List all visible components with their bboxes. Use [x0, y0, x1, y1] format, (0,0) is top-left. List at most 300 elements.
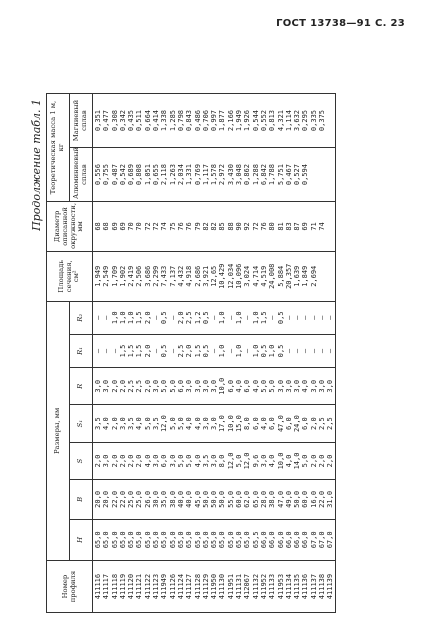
- table-cell: 40,0: [185, 490, 194, 508]
- table-cell: 2,0: [118, 454, 127, 468]
- table-cell: 65,0: [160, 531, 169, 549]
- table-cell: 3,024: [243, 265, 252, 287]
- table-cell: 3,0: [276, 379, 285, 393]
- table-cell: 0,5: [160, 344, 169, 358]
- table-cell: 75: [168, 222, 177, 231]
- table-cell: 50,0: [201, 490, 210, 508]
- table-cell: [326, 254, 334, 299]
- table-cell: 411134: [284, 573, 293, 600]
- table-cell: 67,0: [318, 531, 327, 549]
- table-cell: 411139: [326, 573, 335, 600]
- table-cell: 67,0: [309, 531, 318, 549]
- table-cell: 24,008: [268, 263, 277, 289]
- table-cell: 82: [201, 222, 210, 231]
- table-cell: 6,0: [160, 454, 169, 468]
- table-cell: 1,5: [135, 311, 144, 325]
- table-cell: 70: [127, 222, 136, 231]
- table-cell: 1,926: [243, 110, 252, 132]
- table-cell: 4,432: [176, 265, 185, 287]
- table-cell: 17,0: [218, 415, 227, 433]
- table-cell: 3,430: [226, 164, 235, 186]
- table-cell: 4,0: [259, 417, 268, 430]
- table-cell: 6,0: [226, 379, 235, 393]
- table-cell: 2,034: [176, 164, 185, 186]
- table-cell: 90: [235, 222, 244, 231]
- table-cell: 1,788: [268, 164, 277, 186]
- table-cell: 0,487: [110, 164, 119, 186]
- table-cell: 65,0: [94, 531, 102, 549]
- table-cell: 3,0: [94, 379, 102, 393]
- col-R1: R₁: [70, 334, 93, 367]
- table-cell: 2,118: [160, 164, 169, 186]
- table-cell: 83: [284, 222, 293, 231]
- table-cell: 0,664: [143, 110, 152, 132]
- table-cell: 3,0: [193, 379, 202, 393]
- table-cell: 0,997: [210, 110, 219, 132]
- table-cell: 1,849: [301, 265, 310, 287]
- table-cell: 411120: [127, 573, 136, 600]
- table-cell: 68: [94, 222, 102, 231]
- table-cell: 65,0: [110, 531, 119, 549]
- table-cell: 28,0: [259, 490, 268, 508]
- table-cell: 2,0: [318, 454, 327, 468]
- table-cell: 411123: [152, 573, 161, 600]
- table-cell: 65,0: [152, 531, 161, 549]
- table-cell: 2,972: [218, 164, 227, 186]
- table-cell: —: [243, 348, 252, 354]
- table-cell: 65,0: [226, 531, 235, 549]
- table-cell: —: [210, 315, 219, 320]
- table-cell: 0,552: [259, 110, 268, 132]
- col-diameter: Диаметр описанной окружности, мм: [47, 202, 93, 252]
- table-cell: 65,0: [201, 531, 210, 549]
- table-cell: 2,5: [127, 379, 136, 393]
- table-cell: 4,714: [251, 265, 260, 287]
- table-cell: 66,0: [284, 531, 293, 549]
- table-cell: 87: [293, 222, 302, 231]
- table-cell: 49,0: [284, 490, 293, 508]
- table-cell: —: [210, 348, 219, 354]
- table-cell: 4,321: [276, 110, 285, 132]
- table-cell: 1,0: [118, 311, 127, 325]
- table-cell: 0,467: [284, 164, 293, 186]
- table-cell: 411137: [309, 573, 318, 600]
- values-aluminum: [93, 148, 336, 202]
- table-cell: 20,0: [102, 490, 111, 508]
- table-cell: 4,0: [235, 379, 244, 393]
- table-cell: 0,706: [201, 110, 210, 132]
- col-group-mass: Теоретическая масса 1 м, кг: [47, 94, 70, 202]
- values-S1: [93, 405, 336, 442]
- table-cell: 3,5: [127, 417, 136, 430]
- table-cell: 411122: [143, 573, 152, 600]
- table-cell: 65,0: [210, 531, 219, 549]
- table-cell: 3,0: [168, 454, 177, 468]
- table-cell: 8,0: [218, 454, 227, 468]
- page-header: ГОСТ 13738—91 С. 23: [276, 18, 405, 29]
- values-B: [93, 480, 336, 519]
- table-cell: 80: [268, 222, 277, 231]
- table-cell: —: [152, 348, 161, 354]
- table-cell: 2,0: [143, 311, 152, 325]
- table-cell: 412067: [243, 573, 252, 600]
- table-cell: 66,0: [259, 531, 268, 549]
- table-cell: 20,357: [284, 263, 293, 289]
- table-cell: 411136: [301, 573, 310, 600]
- table-cell: 2,5: [326, 417, 335, 430]
- table-cell: 71: [309, 222, 318, 231]
- table-cell: 66,0: [268, 531, 277, 549]
- table-cell: 6,842: [259, 164, 268, 186]
- table-cell: 411117: [102, 573, 111, 600]
- values-H: [93, 519, 336, 561]
- table-cell: 4,918: [185, 265, 194, 287]
- table-cell: —: [309, 315, 318, 320]
- table-cell: 68: [102, 222, 111, 231]
- table-cell: 411118: [110, 573, 119, 600]
- table-cell: 0,308: [110, 110, 119, 132]
- col-S: S: [70, 442, 93, 479]
- table-cell: 411131: [235, 573, 244, 600]
- table-cell: 3,0: [293, 379, 302, 393]
- table-cell: 4,0: [193, 454, 202, 468]
- table-cell: —: [284, 348, 293, 354]
- table-cell: 2,5: [318, 417, 327, 430]
- table-cell: 0,862: [243, 164, 252, 186]
- table-cell: 69: [110, 222, 119, 231]
- table-cell: 8,0: [243, 417, 252, 430]
- table-cell: 65,0: [143, 531, 152, 549]
- table-cell: 6,0: [251, 417, 260, 430]
- table-cell: 3,686: [143, 265, 152, 287]
- table-cell: 22,0: [110, 490, 119, 508]
- table-cell: 0,655: [152, 164, 161, 186]
- table-cell: 1,5: [127, 344, 136, 358]
- table-cell: —: [268, 315, 277, 320]
- table-cell: 3,0: [102, 379, 111, 393]
- table-cell: —: [293, 315, 302, 320]
- table-cell: 5,0: [259, 379, 268, 393]
- table-cell: —: [152, 315, 161, 320]
- table-cell: 2,549: [102, 265, 111, 287]
- table-cell: 5,0: [185, 454, 194, 468]
- table-cell: 1,0: [268, 344, 277, 358]
- table-cell: 20,0: [94, 490, 102, 508]
- table-cell: 411949: [160, 573, 169, 600]
- table-cell: 3,0: [210, 417, 219, 430]
- values-R2: [93, 301, 336, 334]
- table-cell: 1,0: [251, 344, 260, 358]
- values-magnesium: [93, 94, 336, 148]
- table-cell: —: [301, 315, 310, 320]
- table-cell: 12,0: [243, 452, 252, 470]
- table-cell: 0,769: [193, 164, 202, 186]
- table-cell: [326, 96, 334, 145]
- table-cell: 66,0: [276, 531, 285, 549]
- table-cell: 15,0: [235, 415, 244, 433]
- table-cell: 0,594: [301, 164, 310, 186]
- table-cell: 411127: [185, 573, 194, 600]
- table-cell: 2,0: [127, 454, 136, 468]
- table-cell: 3,0: [201, 379, 210, 393]
- table-cell: 411953: [276, 573, 285, 600]
- table-cell: 10,096: [235, 263, 244, 289]
- table-cell: 3,921: [201, 265, 210, 287]
- table-cell: 1,5: [118, 344, 127, 358]
- table-cell: 65,0: [176, 531, 185, 549]
- table-cell: —: [326, 315, 335, 320]
- table-cell: 411126: [168, 573, 177, 600]
- table-continuation-title: Продолжение табл. 1: [30, 99, 43, 231]
- table-cell: 3,0: [201, 417, 210, 430]
- table-cell: 0,486: [193, 110, 202, 132]
- table-cell: 5,0: [176, 417, 185, 430]
- table-cell: 1,0: [127, 311, 136, 325]
- table-cell: 5,0: [268, 379, 277, 393]
- table-cell: 1,949: [94, 265, 102, 287]
- table-cell: 411138: [318, 573, 327, 600]
- table-cell: 65,0: [127, 531, 136, 549]
- table-cell: 1,709: [110, 265, 119, 287]
- table-cell: 2,0: [110, 417, 119, 430]
- table-cell: 411951: [226, 573, 235, 600]
- table-cell: 411124: [176, 573, 185, 600]
- table-cell: 3,0: [118, 417, 127, 430]
- table-cell: 22,0: [118, 490, 127, 508]
- table-cell: 82: [210, 222, 219, 231]
- table-cell: 0,5: [201, 311, 210, 325]
- col-H: H: [70, 519, 93, 561]
- table-cell: 0,511: [135, 110, 144, 132]
- table-cell: 2,0: [326, 454, 335, 468]
- table-cell: 5,884: [276, 265, 285, 287]
- table-cell: 0,689: [127, 164, 136, 186]
- table-cell: 72: [251, 222, 260, 231]
- table-cell: 35,0: [160, 490, 169, 508]
- table-cell: —: [168, 348, 177, 354]
- table-cell: 38,0: [168, 490, 177, 508]
- table-cell: 25,0: [127, 490, 136, 508]
- table-cell: 1,117: [201, 164, 210, 186]
- table-cell: 1,263: [168, 164, 177, 186]
- table-cell: 76: [259, 222, 268, 231]
- table-cell: 3,048: [235, 164, 244, 186]
- table-cell: 6,0: [301, 417, 310, 430]
- table-cell: 4,0: [284, 454, 293, 468]
- table-cell: 2,0: [176, 311, 185, 325]
- table-cell: 1,0: [235, 344, 244, 358]
- table-cell: 0,342: [118, 110, 127, 132]
- table-cell: 12,0: [160, 415, 169, 433]
- table-cell: 3,5: [94, 417, 102, 430]
- table-cell: 47,0: [276, 490, 285, 508]
- table-cell: 3,0: [318, 379, 327, 393]
- profiles-table: [46, 93, 336, 613]
- table-cell: 3,0: [210, 454, 219, 468]
- table-cell: 3,0: [259, 454, 268, 468]
- table-cell: 2,506: [135, 265, 144, 287]
- table-cell: 2,0: [110, 379, 119, 393]
- table-cell: [310, 150, 318, 199]
- table-cell: —: [168, 315, 177, 320]
- table-cell: 4,0: [193, 417, 202, 430]
- table-cell: 4,0: [102, 417, 111, 430]
- table-cell: 6,0: [268, 417, 277, 430]
- table-cell: 5,0: [160, 379, 169, 393]
- values-area: [93, 251, 336, 301]
- table-cell: —: [318, 315, 327, 320]
- table-cell: 3,5: [152, 417, 161, 430]
- table-cell: 0,295: [301, 110, 310, 132]
- values-profile-number: [93, 561, 336, 613]
- table-cell: 2,0: [309, 454, 318, 468]
- table-cell: 30,0: [152, 490, 161, 508]
- table-cell: 26,0: [143, 490, 152, 508]
- table-cell: 72: [143, 222, 152, 231]
- table-cell: 65,0: [118, 531, 127, 549]
- table-cell: 1,0: [218, 344, 227, 358]
- table-cell: 4,0: [185, 417, 194, 430]
- table-cell: 2,0: [118, 379, 127, 393]
- table-cell: 22,0: [318, 490, 327, 508]
- table-cell: 65,0: [185, 531, 194, 549]
- table-cell: 65,0: [218, 531, 227, 549]
- table-cell: —: [326, 348, 335, 354]
- table-cell: —: [110, 348, 119, 354]
- table-cell: 1,949: [235, 110, 244, 132]
- table-cell: 1,288: [251, 164, 260, 186]
- table-cell: 65,0: [102, 531, 111, 549]
- table-cell: 2,5: [185, 311, 194, 325]
- table-cell: 5,0: [168, 417, 177, 430]
- table-cell: 3,0: [284, 379, 293, 393]
- table-cell: 38,0: [268, 490, 277, 508]
- table-cell: 0,5: [259, 344, 268, 358]
- table-cell: —: [102, 315, 111, 320]
- table-cell: 0,544: [251, 110, 260, 132]
- table-cell: 1,285: [168, 110, 177, 132]
- table-cell: 62,0: [243, 490, 252, 508]
- table-cell: 24,0: [293, 415, 302, 433]
- table-cell: 4,0: [251, 379, 260, 393]
- table-cell: —: [284, 315, 293, 320]
- table-cell: 70: [135, 222, 144, 231]
- table-cell: 3,5: [201, 454, 210, 468]
- table-cell: 0,843: [185, 110, 194, 132]
- table-cell: 411128: [193, 573, 202, 600]
- table-cell: 14,0: [293, 452, 302, 470]
- table-cell: 74: [160, 222, 169, 231]
- table-cell: 3,632: [293, 110, 302, 132]
- table-cell: 0,351: [94, 110, 102, 132]
- col-S1: S₁: [70, 405, 93, 442]
- table-cell: [318, 150, 326, 199]
- table-cell: 4,0: [301, 379, 310, 393]
- table-cell: —: [318, 348, 327, 354]
- table-cell: 2,0: [143, 379, 152, 393]
- table-cell: 2,0: [185, 344, 194, 358]
- rotated-table-area: [30, 93, 410, 613]
- table-cell: 1,639: [293, 265, 302, 287]
- col-area: Площадь сечения, см²: [47, 251, 93, 301]
- table-cell: 10,429: [218, 263, 227, 289]
- table-cell: 50,0: [210, 490, 219, 508]
- table-cell: 6,0: [243, 379, 252, 393]
- table-cell: 5,0: [235, 454, 244, 468]
- col-profile-number: Номер профиля: [47, 561, 93, 613]
- table-cell: 69: [301, 222, 310, 231]
- table-cell: 2,5: [135, 379, 144, 393]
- table-cell: 10,0: [276, 452, 285, 470]
- table-cell: 12,034: [226, 263, 235, 289]
- table-cell: 10,0: [218, 377, 227, 395]
- table-cell: 67,0: [326, 531, 335, 549]
- table-cell: 411133: [268, 573, 277, 600]
- table-cell: 0,755: [102, 164, 111, 186]
- col-aluminum: Алюминиевый сплав: [70, 148, 93, 202]
- table-cell: 0,435: [127, 110, 136, 132]
- table-cell: 65,0: [193, 531, 202, 549]
- table-cell: 72: [152, 222, 161, 231]
- table-cell: 25,0: [135, 490, 144, 508]
- table-cell: 5,0: [168, 379, 177, 393]
- col-R2: R₂: [70, 301, 93, 334]
- table-cell: 1,902: [118, 265, 127, 287]
- table-cell: 79: [193, 222, 202, 231]
- table-cell: 3,0: [102, 454, 111, 468]
- table-cell: 6,0: [284, 417, 293, 430]
- table-cell: 0,813: [268, 110, 277, 132]
- table-cell: 9,6: [251, 454, 260, 468]
- table-cell: 74: [318, 222, 327, 231]
- table-cell: 65,0: [235, 531, 244, 549]
- table-cell: 2,419: [127, 265, 136, 287]
- table-cell: —: [226, 315, 235, 320]
- table-cell: 12,65: [210, 265, 219, 287]
- table-cell: 1,5: [193, 344, 202, 358]
- table-cell: 16,0: [309, 490, 318, 508]
- table-cell: 0,335: [309, 110, 318, 132]
- table-cell: 4,519: [259, 265, 268, 287]
- table-cell: 76: [176, 222, 185, 231]
- table-cell: 0,5: [201, 344, 210, 358]
- table-cell: 50,0: [218, 490, 227, 508]
- table-cell: 1,5: [135, 344, 144, 358]
- table-cell: 1,331: [185, 164, 194, 186]
- table-cell: 1,0: [235, 311, 244, 325]
- table-cell: 0,5: [276, 311, 285, 325]
- table-cell: 0,808: [135, 164, 144, 186]
- table-cell: 1,578: [210, 164, 219, 186]
- table-cell: [326, 150, 334, 199]
- table-cell: 1,0: [218, 311, 227, 325]
- table-cell: —: [301, 348, 310, 354]
- table-cell: 66,0: [301, 531, 310, 549]
- table-cell: 411119: [118, 573, 127, 600]
- table-cell: 411135: [293, 573, 302, 600]
- values-S: [93, 442, 336, 479]
- table-cell: 4,0: [143, 454, 152, 468]
- table-cell: 76: [185, 222, 194, 231]
- table-cell: 1,051: [143, 164, 152, 186]
- table-cell: 6,0: [176, 379, 185, 393]
- table-cell: 55,0: [226, 490, 235, 508]
- table-cell: 65,0: [168, 531, 177, 549]
- table-cell: —: [293, 348, 302, 354]
- table-cell: 40,0: [176, 490, 185, 508]
- col-R: R: [70, 368, 93, 405]
- table-cell: 3,0: [326, 379, 335, 393]
